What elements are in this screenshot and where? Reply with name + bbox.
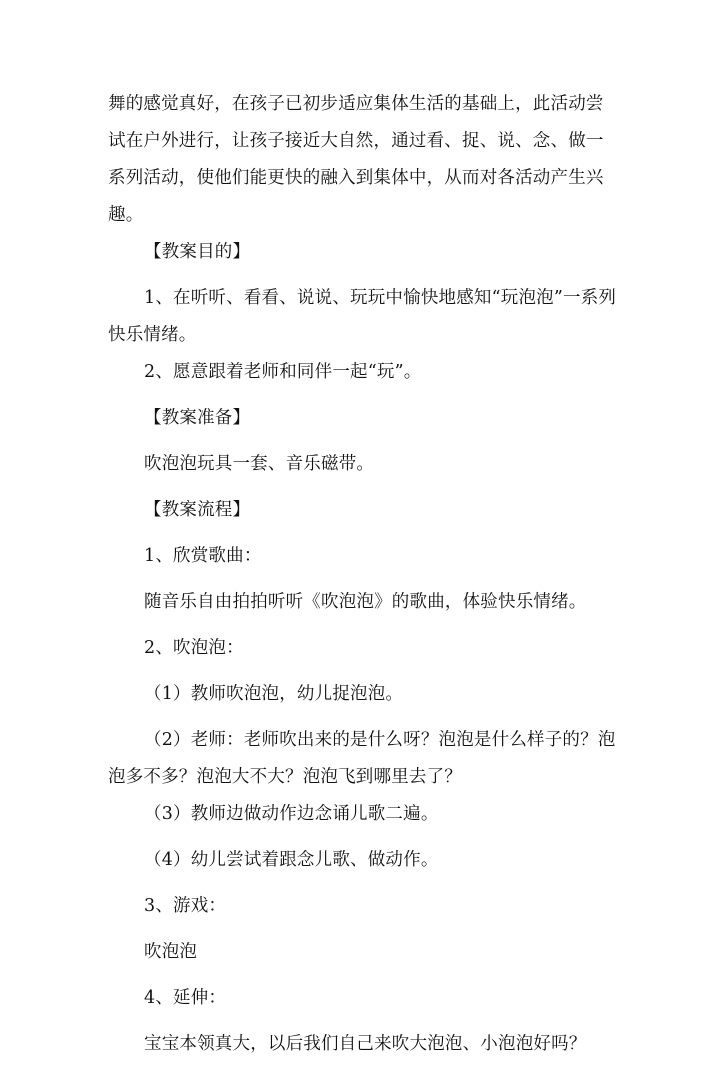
heading-lesson-objectives: 【教案目的】 xyxy=(144,242,251,262)
document-body xyxy=(108,86,620,1072)
step-1-text: 随音乐自由拍拍听听《吹泡泡》的歌曲，体验快乐情绪。 xyxy=(144,592,587,612)
heading-lesson-process: 【教案流程】 xyxy=(144,500,251,520)
step-3-text: 吹泡泡 xyxy=(144,942,198,962)
paragraph-intro-continuation: 舞的感觉真好，在孩子已初步适应集体生活的基础上，此活动尝试在户外进行，让孩子接近大自然，通过看、捉、说、念、做一系列活动，使他们能更快的融入到集体中，从而对各活动产生兴趣。 xyxy=(108,94,604,225)
step-4-title: 4、延伸： xyxy=(144,988,227,1008)
step-1-title: 1、欣赏歌曲： xyxy=(144,546,262,566)
step-4-text: 宝宝本领真大，以后我们自己来吹大泡泡、小泡泡好吗？ xyxy=(144,1034,587,1054)
step-2-item-1: （1）教师吹泡泡，幼儿捉泡泡。 xyxy=(144,684,404,704)
step-3-title: 3、游戏： xyxy=(144,896,227,916)
heading-lesson-preparation: 【教案准备】 xyxy=(144,408,251,428)
step-2-item-4: （4）幼儿尝试着跟念儿歌、做动作。 xyxy=(144,850,439,870)
objective-1: 1、在听听、看看、说说、玩玩中愉快地感知“玩泡泡”一系列快乐情绪。 xyxy=(108,288,617,345)
step-2-title: 2、吹泡泡： xyxy=(144,638,244,658)
preparation-text: 吹泡泡玩具一套、音乐磁带。 xyxy=(144,454,375,474)
step-2-item-2: （2）老师：老师吹出来的是什么呀？泡泡是什么样子的？泡泡多不多？泡泡大不大？泡泡飞到哪里去了？ xyxy=(108,730,616,787)
step-2-item-3: （3）教师边做动作边念诵儿歌二遍。 xyxy=(144,804,439,824)
objective-2: 2、愿意跟着老师和同伴一起“玩”。 xyxy=(144,362,422,382)
